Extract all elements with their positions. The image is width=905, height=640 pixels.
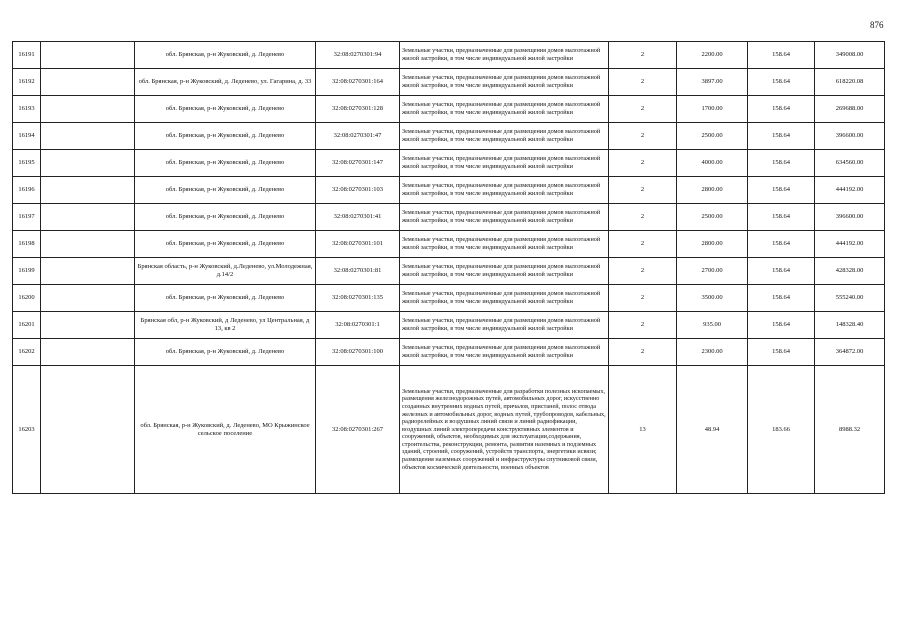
cell-blank: [41, 204, 135, 231]
cell-specific-value: 158.64: [748, 204, 815, 231]
cell-blank: [41, 177, 135, 204]
cell-number: 16191: [13, 42, 41, 69]
table-row: [13, 339, 885, 366]
cell-group: 2: [609, 231, 677, 258]
cell-number: 16193: [13, 96, 41, 123]
cell-cadastral-value: 349008.00: [815, 42, 885, 69]
cell-land-use-purpose: Земельные участки, предназначенные для размещения домов малоэтажной жилой застройки, в том числе индивидуальной жилой застройки: [400, 285, 609, 312]
table-row: [13, 231, 885, 258]
cell-blank: [41, 231, 135, 258]
table-row: [13, 204, 885, 231]
cell-specific-value: 158.64: [748, 42, 815, 69]
cell-cadastral-value: 634560.00: [815, 150, 885, 177]
cell-area: 2500.00: [677, 123, 748, 150]
cell-cadastral-number: 32:08:0270301:47: [316, 123, 400, 150]
cell-cadastral-number: 32:08:0270301:135: [316, 285, 400, 312]
cell-land-use-purpose: Земельные участки, предназначенные для размещения домов малоэтажной жилой застройки, в том числе индивидуальной жилой застройки: [400, 312, 609, 339]
cell-cadastral-number: 32:08:0270301:101: [316, 231, 400, 258]
cell-address: Брянская обл, р-н Жуковский, д Леденево, ул Центральная, д 13, кв 2: [135, 312, 316, 339]
cell-blank: [41, 69, 135, 96]
cell-specific-value: 158.64: [748, 123, 815, 150]
cell-group: 2: [609, 312, 677, 339]
cell-land-use-purpose: Земельные участки, предназначенные для размещения домов малоэтажной жилой застройки, в том числе индивидуальной жилой застройки: [400, 150, 609, 177]
cell-address: обл. Брянская, р-н Жуковский, д. Леденево, МО Крыжинское сельское поселение: [135, 366, 316, 494]
cell-land-use-purpose: Земельные участки, предназначенные для размещения домов малоэтажной жилой застройки, в том числе индивидуальной жилой застройки: [400, 42, 609, 69]
cell-address: Брянская область, р-н Жуковский, д.Леденево, ул.Молодежная, д.14/2: [135, 258, 316, 285]
cell-specific-value: 158.64: [748, 312, 815, 339]
cell-cadastral-value: 269688.00: [815, 96, 885, 123]
cell-area: 2300.00: [677, 339, 748, 366]
cell-area: 4000.00: [677, 150, 748, 177]
table-row: [13, 258, 885, 285]
cell-blank: [41, 150, 135, 177]
table-row: [13, 312, 885, 339]
table-row: [13, 69, 885, 96]
cell-area: 2500.00: [677, 204, 748, 231]
cell-specific-value: 158.64: [748, 96, 815, 123]
cell-cadastral-number: 32:08:0270301:164: [316, 69, 400, 96]
cell-land-use-purpose: Земельные участки, предназначенные для разработки полезных ископаемых, размещения железнодорожных путей, автомобильных дорог, искусственно созданных внутренних водных путей, причалов, пристаней, полос отвода железных и автомобильных дорог, водных путей, трубопроводов, кабельных, радиорелейных и воздушных линий связи и линий радиофикации, воздушных линий электропередачи конструктивных элементов и сооружений, объектов, необходимых для эксплуатации,содержания, строительства, реконструкции, ремонта, развития наземных и подземных зданий, строений, сооружений, устройств транспорта, энергетики исвязи; размещения наземных сооружений и инфраструктуры спутниковой связи, объектов космической деятельности, военных объектов: [400, 366, 609, 494]
cell-area: 2700.00: [677, 258, 748, 285]
cell-land-use-purpose: Земельные участки, предназначенные для размещения домов малоэтажной жилой застройки, в том числе индивидуальной жилой застройки: [400, 96, 609, 123]
cell-group: 2: [609, 42, 677, 69]
cell-specific-value: 158.64: [748, 150, 815, 177]
cell-area: 48.94: [677, 366, 748, 494]
cell-land-use-purpose: Земельные участки, предназначенные для размещения домов малоэтажной жилой застройки, в том числе индивидуальной жилой застройки: [400, 258, 609, 285]
cell-address: обл. Брянская, р-н Жуковский, д. Леденево, ул. Гагарина, д. 33: [135, 69, 316, 96]
cell-address: обл. Брянская, р-н Жуковский, д. Леденево: [135, 285, 316, 312]
cell-address: обл. Брянская, р-н Жуковский, д. Леденево: [135, 123, 316, 150]
cell-address: обл. Брянская, р-н Жуковский, д. Леденево: [135, 42, 316, 69]
cell-number: 16202: [13, 339, 41, 366]
cell-cadastral-value: 444192.00: [815, 177, 885, 204]
cell-cadastral-value: 148328.40: [815, 312, 885, 339]
cell-blank: [41, 258, 135, 285]
cell-cadastral-number: 32:08:0270301:1: [316, 312, 400, 339]
cell-land-use-purpose: Земельные участки, предназначенные для размещения домов малоэтажной жилой застройки, в том числе индивидуальной жилой застройки: [400, 204, 609, 231]
cell-cadastral-number: 32:08:0270301:94: [316, 42, 400, 69]
cell-blank: [41, 96, 135, 123]
cell-specific-value: 158.64: [748, 339, 815, 366]
table-row: [13, 123, 885, 150]
cell-address: обл. Брянская, р-н Жуковский, д. Леденево: [135, 204, 316, 231]
cell-address: обл. Брянская, р-н Жуковский, д. Леденево: [135, 231, 316, 258]
cell-specific-value: 158.64: [748, 177, 815, 204]
table-row: [13, 177, 885, 204]
cell-cadastral-number: 32:08:0270301:41: [316, 204, 400, 231]
cell-group: 2: [609, 123, 677, 150]
cell-land-use-purpose: Земельные участки, предназначенные для размещения домов малоэтажной жилой застройки, в том числе индивидуальной жилой застройки: [400, 177, 609, 204]
cell-group: 2: [609, 285, 677, 312]
cell-land-use-purpose: Земельные участки, предназначенные для размещения домов малоэтажной жилой застройки, в том числе индивидуальной жилой застройки: [400, 339, 609, 366]
cell-cadastral-value: 364872.00: [815, 339, 885, 366]
cell-specific-value: 158.64: [748, 69, 815, 96]
cell-blank: [41, 42, 135, 69]
cell-cadastral-value: 8988.32: [815, 366, 885, 494]
cell-land-use-purpose: Земельные участки, предназначенные для размещения домов малоэтажной жилой застройки, в том числе индивидуальной жилой застройки: [400, 69, 609, 96]
table-row: [13, 285, 885, 312]
cell-area: 2200.00: [677, 42, 748, 69]
cell-number: 16203: [13, 366, 41, 494]
table-row: [13, 96, 885, 123]
cell-area: 2800.00: [677, 177, 748, 204]
cell-area: 3897.00: [677, 69, 748, 96]
cell-cadastral-value: 618220.08: [815, 69, 885, 96]
cell-area: 3500.00: [677, 285, 748, 312]
cell-number: 16196: [13, 177, 41, 204]
cell-cadastral-value: 396600.00: [815, 123, 885, 150]
cell-cadastral-number: 32:08:0270301:103: [316, 177, 400, 204]
cell-cadastral-number: 32:08:0270301:128: [316, 96, 400, 123]
cell-cadastral-number: 32:08:0270301:267: [316, 366, 400, 494]
cell-group: 2: [609, 69, 677, 96]
cell-cadastral-value: 555240.00: [815, 285, 885, 312]
cell-area: 1700.00: [677, 96, 748, 123]
cell-number: 16200: [13, 285, 41, 312]
cell-area: 935.00: [677, 312, 748, 339]
cell-blank: [41, 366, 135, 494]
cell-area: 2800.00: [677, 231, 748, 258]
cell-group: 2: [609, 150, 677, 177]
cell-cadastral-value: 396600.00: [815, 204, 885, 231]
cell-address: обл. Брянская, р-н Жуковский, д. Леденево: [135, 150, 316, 177]
cell-cadastral-value: 428328.00: [815, 258, 885, 285]
cell-number: 16192: [13, 69, 41, 96]
cell-specific-value: 158.64: [748, 258, 815, 285]
cell-cadastral-value: 444192.00: [815, 231, 885, 258]
cell-number: 16197: [13, 204, 41, 231]
cell-address: обл. Брянская, р-н Жуковский, д. Леденево: [135, 177, 316, 204]
cell-cadastral-number: 32:08:0270301:100: [316, 339, 400, 366]
cell-group: 2: [609, 204, 677, 231]
cell-group: 2: [609, 177, 677, 204]
cell-land-use-purpose: Земельные участки, предназначенные для размещения домов малоэтажной жилой застройки, в том числе индивидуальной жилой застройки: [400, 123, 609, 150]
page-number: 876: [870, 20, 884, 30]
table-body: [13, 42, 885, 494]
cell-number: 16199: [13, 258, 41, 285]
cell-land-use-purpose: Земельные участки, предназначенные для размещения домов малоэтажной жилой застройки, в том числе индивидуальной жилой застройки: [400, 231, 609, 258]
land-registry-table: [12, 41, 885, 494]
cell-cadastral-number: 32:08:0270301:147: [316, 150, 400, 177]
cell-blank: [41, 339, 135, 366]
cell-specific-value: 158.64: [748, 231, 815, 258]
cell-blank: [41, 312, 135, 339]
cell-cadastral-number: 32:08:0270301:81: [316, 258, 400, 285]
cell-specific-value: 183.66: [748, 366, 815, 494]
cell-group: 2: [609, 339, 677, 366]
table-row: [13, 42, 885, 69]
table-row: [13, 150, 885, 177]
cell-blank: [41, 123, 135, 150]
cell-blank: [41, 285, 135, 312]
cell-number: 16195: [13, 150, 41, 177]
cell-group: 2: [609, 258, 677, 285]
cell-specific-value: 158.64: [748, 285, 815, 312]
cell-group: 2: [609, 96, 677, 123]
cell-number: 16201: [13, 312, 41, 339]
cell-group: 13: [609, 366, 677, 494]
cell-number: 16198: [13, 231, 41, 258]
cell-address: обл. Брянская, р-н Жуковский, д. Леденево: [135, 339, 316, 366]
cell-address: обл. Брянская, р-н Жуковский, д. Леденево: [135, 96, 316, 123]
cell-number: 16194: [13, 123, 41, 150]
table-row: [13, 366, 885, 494]
